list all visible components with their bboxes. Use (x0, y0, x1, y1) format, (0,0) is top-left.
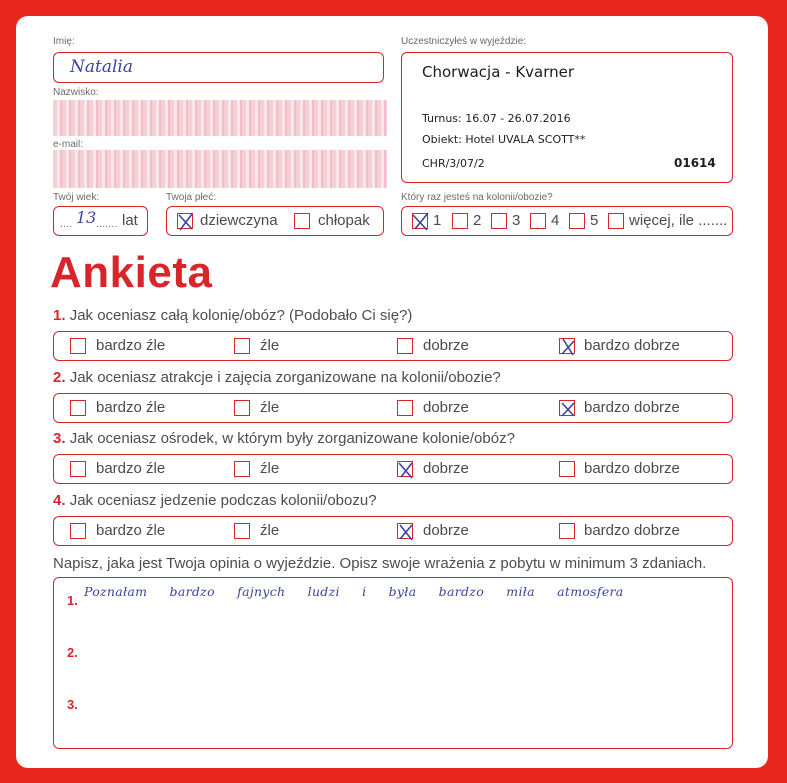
q3-checkbox-very-good[interactable] (559, 461, 575, 477)
name-value: Natalia (70, 57, 133, 77)
q2-option-good: dobrze (423, 399, 469, 416)
trip-turnus: Turnus: 16.07 - 26.07.2016 (422, 112, 571, 125)
gender-checkbox-boy[interactable] (294, 213, 310, 229)
opinion-textarea[interactable] (53, 577, 733, 749)
q2-checkbox-bad[interactable] (234, 400, 250, 416)
times-option-2: 2 (473, 212, 482, 229)
check-mark-icon (177, 212, 195, 232)
trip-box (401, 52, 733, 183)
times-checkbox-3[interactable] (491, 213, 507, 229)
question-3-text (53, 430, 515, 447)
question-1-options (53, 331, 733, 361)
surname-label: Nazwisko: (53, 87, 99, 98)
times-field (401, 206, 733, 236)
gender-label: Twoja płeć: (166, 192, 217, 203)
q2-option-bad: źle (260, 399, 280, 416)
q4-option-good: dobrze (423, 522, 469, 539)
question-4-options (53, 516, 733, 546)
check-mark-icon (397, 460, 415, 480)
q3-checkbox-good[interactable] (397, 461, 413, 477)
trip-obiekt: Obiekt: Hotel UVALA SCOTT** (422, 133, 586, 146)
q2-checkbox-good[interactable] (397, 400, 413, 416)
question-1-number: 1. (53, 307, 66, 324)
opinion-line-1-text: Poznałam bardzo fajnych ludzi i była bardzo miła atmosfera (84, 584, 624, 599)
q3-option-very-good: bardzo dobrze (584, 460, 680, 477)
surname-redacted (53, 100, 387, 136)
times-checkbox-5[interactable] (569, 213, 585, 229)
opinion-prompt: Napisz, jaka jest Twoja opinia o wyjeździe. Opisz swoje wrażenia z pobytu w minimum 3 zdaniach. (53, 555, 707, 572)
question-4-label: Jak oceniasz jedzenie podczas kolonii/obozu? (69, 492, 377, 509)
times-option-more: więcej, ile ....... (629, 212, 728, 229)
q1-checkbox-good[interactable] (397, 338, 413, 354)
q3-checkbox-bad[interactable] (234, 461, 250, 477)
times-checkbox-2[interactable] (452, 213, 468, 229)
trip-destination: Chorwacja - Kvarner (422, 63, 575, 81)
question-3-label: Jak oceniasz ośrodek, w którym były zorganizowane kolonie/obóz? (69, 430, 515, 447)
q2-option-very-bad: bardzo źle (96, 399, 166, 416)
question-2-label: Jak oceniasz atrakcje i zajęcia zorganizowane na kolonii/obozie? (69, 369, 501, 386)
trip-code: CHR/3/07/2 (422, 157, 485, 170)
q1-checkbox-very-bad[interactable] (70, 338, 86, 354)
participant-label: Uczestniczyłeś w wyjeździe: (401, 36, 527, 47)
age-dots-right: ....... (96, 218, 118, 230)
opinion-line-1-number: 1. (67, 593, 78, 608)
times-option-3: 3 (512, 212, 521, 229)
q1-option-very-bad: bardzo źle (96, 337, 166, 354)
gender-option-girl: dziewczyna (200, 212, 278, 229)
question-2-options (53, 393, 733, 423)
q4-option-bad: źle (260, 522, 280, 539)
q4-checkbox-very-bad[interactable] (70, 523, 86, 539)
times-option-4: 4 (551, 212, 560, 229)
age-dots-left: .... (60, 218, 73, 230)
check-mark-icon (397, 522, 415, 542)
question-4-text (53, 492, 377, 509)
q4-checkbox-good[interactable] (397, 523, 413, 539)
question-3-options (53, 454, 733, 484)
q1-option-very-good: bardzo dobrze (584, 337, 680, 354)
times-checkbox-4[interactable] (530, 213, 546, 229)
q1-option-bad: źle (260, 337, 280, 354)
age-field[interactable] (53, 206, 148, 236)
question-2-number: 2. (53, 369, 66, 386)
times-checkbox-more[interactable] (608, 213, 624, 229)
q2-option-very-good: bardzo dobrze (584, 399, 680, 416)
q3-checkbox-very-bad[interactable] (70, 461, 86, 477)
opinion-line-3-number: 3. (67, 697, 78, 712)
q4-checkbox-very-good[interactable] (559, 523, 575, 539)
q1-checkbox-bad[interactable] (234, 338, 250, 354)
q1-checkbox-very-good[interactable] (559, 338, 575, 354)
q2-checkbox-very-good[interactable] (559, 400, 575, 416)
age-label: Twój wiek: (53, 192, 100, 203)
q3-option-bad: źle (260, 460, 280, 477)
survey-title: Ankieta (50, 248, 213, 297)
times-option-1: 1 (433, 212, 442, 229)
age-value: 13 (76, 208, 97, 227)
gender-option-boy: chłopak (318, 212, 370, 229)
question-4-number: 4. (53, 492, 66, 509)
times-option-5: 5 (590, 212, 599, 229)
q1-option-good: dobrze (423, 337, 469, 354)
gender-checkbox-girl[interactable] (177, 213, 193, 229)
gender-field (166, 206, 384, 236)
q3-option-very-bad: bardzo źle (96, 460, 166, 477)
q4-checkbox-bad[interactable] (234, 523, 250, 539)
name-label: Imię: (53, 36, 75, 47)
trip-number: 01614 (674, 156, 716, 170)
email-redacted (53, 150, 387, 188)
q4-option-very-good: bardzo dobrze (584, 522, 680, 539)
times-checkbox-1[interactable] (412, 213, 428, 229)
q2-checkbox-very-bad[interactable] (70, 400, 86, 416)
check-mark-icon (559, 337, 577, 357)
q4-option-very-bad: bardzo źle (96, 522, 166, 539)
question-1-label: Jak oceniasz całą kolonię/obóz? (Podobało Ci się?) (69, 307, 413, 324)
age-unit: lat (122, 212, 138, 229)
name-field[interactable] (53, 52, 384, 83)
check-mark-icon (559, 399, 577, 419)
question-3-number: 3. (53, 430, 66, 447)
q3-option-good: dobrze (423, 460, 469, 477)
question-1-text (53, 307, 412, 324)
times-label: Który raz jesteś na kolonii/obozie? (401, 192, 553, 203)
email-label: e-mail: (53, 139, 84, 150)
check-mark-icon (412, 212, 430, 232)
question-2-text (53, 369, 501, 386)
opinion-line-2-number: 2. (67, 645, 78, 660)
